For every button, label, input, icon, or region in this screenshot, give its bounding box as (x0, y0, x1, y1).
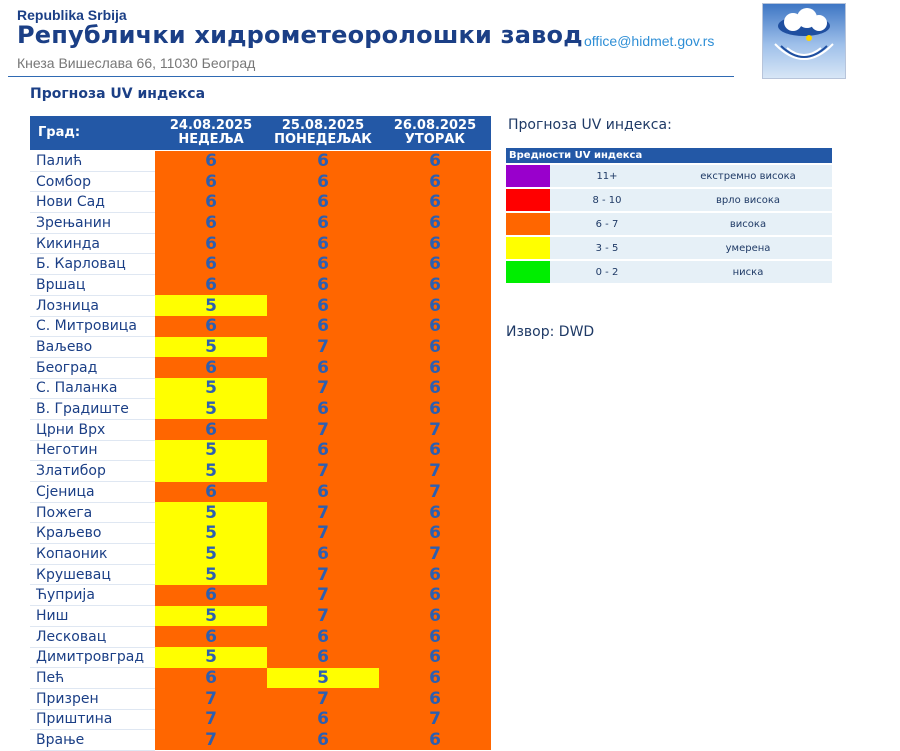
legend-color-swatch (506, 164, 550, 188)
day-header-2 (267, 116, 379, 151)
uv-value: 6 (155, 357, 267, 378)
city-name: Зрењанин (30, 213, 155, 234)
legend-row (506, 164, 832, 188)
table-row (30, 254, 491, 275)
uv-value: 6 (155, 275, 267, 296)
uv-value: 7 (379, 461, 491, 482)
city-name: Краљево (30, 523, 155, 544)
city-name: Димитровград (30, 647, 155, 668)
uv-value: 7 (267, 523, 379, 544)
city-name: Пожега (30, 502, 155, 523)
uv-value: 6 (379, 647, 491, 668)
uv-value: 6 (379, 626, 491, 647)
table-row (30, 585, 491, 606)
uv-value: 6 (267, 151, 379, 172)
table-row (30, 544, 491, 565)
institute-address: Кнеза Вишеслава 66, 11030 Београд (17, 55, 256, 71)
uv-value: 6 (379, 523, 491, 544)
rhmz-logo (762, 3, 846, 79)
city-name: Копаоник (30, 544, 155, 565)
uv-value: 7 (155, 709, 267, 730)
uv-value: 6 (267, 213, 379, 234)
table-row (30, 502, 491, 523)
city-name: Сомбор (30, 171, 155, 192)
uv-value: 6 (155, 151, 267, 172)
uv-value: 5 (155, 647, 267, 668)
table-row (30, 337, 491, 358)
uv-value: 5 (155, 399, 267, 420)
uv-value: 6 (379, 440, 491, 461)
uv-value: 7 (155, 688, 267, 709)
uv-value: 6 (267, 233, 379, 254)
legend-range: 6 - 7 (550, 212, 664, 236)
table-row (30, 213, 491, 234)
uv-value: 6 (379, 357, 491, 378)
legend-row (506, 188, 832, 212)
uv-value: 6 (379, 192, 491, 213)
uv-value: 6 (155, 419, 267, 440)
legend-color-swatch (506, 188, 550, 212)
legend-label: умерена (664, 236, 832, 260)
legend-label: екстремно висока (664, 164, 832, 188)
table-row (30, 357, 491, 378)
uv-value: 7 (267, 606, 379, 627)
uv-value: 6 (379, 275, 491, 296)
uv-value: 5 (155, 378, 267, 399)
legend-range: 0 - 2 (550, 260, 664, 283)
legend-row (506, 260, 832, 283)
uv-value: 6 (379, 337, 491, 358)
uv-value: 7 (267, 585, 379, 606)
city-name: Лесковац (30, 626, 155, 647)
table-row (30, 171, 491, 192)
city-name: Црни Врх (30, 419, 155, 440)
uv-value: 6 (267, 647, 379, 668)
forecast-title: Прогноза UV индекса (30, 86, 206, 102)
city-name: Неготин (30, 440, 155, 461)
table-row (30, 378, 491, 399)
uv-value: 6 (379, 688, 491, 709)
day-header-3 (379, 116, 491, 151)
uv-value: 6 (379, 213, 491, 234)
city-name: Ваљево (30, 337, 155, 358)
city-name: Вршац (30, 275, 155, 296)
uv-value: 7 (379, 419, 491, 440)
uv-value: 6 (379, 564, 491, 585)
uv-value: 6 (267, 295, 379, 316)
uv-value: 6 (267, 254, 379, 275)
institute-title: Републички хидрометеоролошки завод (17, 21, 583, 49)
uv-value: 7 (267, 502, 379, 523)
day-weekday: УТОРАК (404, 132, 466, 147)
city-name: Врање (30, 730, 155, 751)
day-date: 24.08.2025 (169, 118, 253, 133)
table-header-row (30, 116, 491, 151)
table-row (30, 647, 491, 668)
uv-value: 6 (267, 399, 379, 420)
uv-value: 5 (155, 544, 267, 565)
city-column-header: Град: (30, 116, 155, 151)
uv-value: 6 (267, 709, 379, 730)
uv-value: 7 (379, 709, 491, 730)
city-name: С. Митровица (30, 316, 155, 337)
city-name: Лозница (30, 295, 155, 316)
uv-value: 5 (155, 564, 267, 585)
uv-legend-table (506, 148, 832, 283)
uv-value: 6 (379, 730, 491, 751)
uv-value: 6 (379, 378, 491, 399)
legend-label: ниска (664, 260, 832, 283)
uv-value: 6 (155, 316, 267, 337)
uv-value: 6 (267, 730, 379, 751)
day-weekday: ПОНЕДЕЉАК (274, 132, 372, 147)
city-name: Крушевац (30, 564, 155, 585)
uv-value: 5 (267, 668, 379, 689)
uv-value: 6 (267, 626, 379, 647)
uv-value: 5 (155, 461, 267, 482)
legend-label: висока (664, 212, 832, 236)
uv-value: 5 (155, 606, 267, 627)
uv-value: 6 (379, 171, 491, 192)
table-row (30, 523, 491, 544)
uv-value: 6 (155, 192, 267, 213)
table-row (30, 192, 491, 213)
uv-value: 5 (155, 502, 267, 523)
uv-value: 6 (267, 275, 379, 296)
uv-value: 6 (155, 626, 267, 647)
table-row (30, 151, 491, 172)
table-row (30, 709, 491, 730)
uv-value: 5 (155, 440, 267, 461)
uv-value: 7 (379, 544, 491, 565)
legend-row (506, 236, 832, 260)
uv-value: 6 (379, 233, 491, 254)
table-row (30, 316, 491, 337)
table-row (30, 730, 491, 751)
uv-value: 5 (155, 337, 267, 358)
uv-value: 7 (267, 461, 379, 482)
uv-value: 6 (379, 295, 491, 316)
table-row (30, 482, 491, 503)
uv-value: 6 (155, 668, 267, 689)
legend-label: врло висока (664, 188, 832, 212)
uv-value: 7 (155, 730, 267, 751)
table-row (30, 668, 491, 689)
table-row (30, 440, 491, 461)
legend-range: 11+ (550, 164, 664, 188)
uv-value: 6 (267, 440, 379, 461)
city-name: Пећ (30, 668, 155, 689)
legend-range: 3 - 5 (550, 236, 664, 260)
table-row (30, 399, 491, 420)
city-name: Б. Карловац (30, 254, 155, 275)
uv-value: 6 (379, 585, 491, 606)
uv-value: 6 (379, 151, 491, 172)
city-name: Кикинда (30, 233, 155, 254)
legend-row (506, 212, 832, 236)
uv-value: 7 (267, 564, 379, 585)
city-name: Нови Сад (30, 192, 155, 213)
uv-value: 7 (267, 688, 379, 709)
city-name: Ниш (30, 606, 155, 627)
uv-forecast-table (30, 116, 491, 751)
uv-value: 6 (155, 213, 267, 234)
day-date: 25.08.2025 (281, 118, 365, 133)
day-weekday: НЕДЕЉА (178, 132, 244, 147)
uv-value: 6 (267, 544, 379, 565)
table-row (30, 461, 491, 482)
city-name: Приштина (30, 709, 155, 730)
city-name: Београд (30, 357, 155, 378)
city-name: Златибор (30, 461, 155, 482)
legend-range: 8 - 10 (550, 188, 664, 212)
city-name: Призрен (30, 688, 155, 709)
uv-value: 6 (379, 399, 491, 420)
country-name: Republika Srbija (17, 7, 127, 23)
table-row (30, 233, 491, 254)
uv-value: 7 (267, 378, 379, 399)
uv-value: 7 (379, 482, 491, 503)
city-name: Сјеница (30, 482, 155, 503)
uv-value: 6 (267, 192, 379, 213)
day-header-1 (155, 116, 267, 151)
uv-value: 6 (267, 482, 379, 503)
legend-title: Прогноза UV индекса: (508, 117, 672, 133)
uv-value: 6 (267, 316, 379, 337)
legend-color-swatch (506, 212, 550, 236)
legend-header: Вредности UV индекса (506, 148, 832, 164)
legend-color-swatch (506, 260, 550, 283)
header-divider (8, 76, 734, 77)
day-date: 26.08.2025 (393, 118, 477, 133)
table-row (30, 419, 491, 440)
table-row (30, 688, 491, 709)
uv-value: 6 (155, 233, 267, 254)
uv-value: 6 (155, 482, 267, 503)
email-link[interactable]: office@hidmet.gov.rs (584, 33, 715, 49)
table-row (30, 626, 491, 647)
city-name: В. Градиште (30, 399, 155, 420)
table-row (30, 275, 491, 296)
legend-color-swatch (506, 236, 550, 260)
uv-value: 6 (379, 502, 491, 523)
uv-value: 7 (267, 419, 379, 440)
uv-value: 6 (379, 668, 491, 689)
uv-value: 6 (155, 585, 267, 606)
uv-value: 7 (267, 337, 379, 358)
uv-value: 5 (155, 295, 267, 316)
city-name: Ћуприја (30, 585, 155, 606)
uv-value: 6 (379, 316, 491, 337)
uv-value: 5 (155, 523, 267, 544)
uv-value: 6 (267, 171, 379, 192)
uv-value: 6 (379, 606, 491, 627)
uv-value: 6 (267, 357, 379, 378)
city-name: Палић (30, 151, 155, 172)
table-row (30, 606, 491, 627)
uv-value: 6 (379, 254, 491, 275)
data-source: Извор: DWD (506, 324, 595, 340)
uv-value: 6 (155, 171, 267, 192)
city-name: С. Паланка (30, 378, 155, 399)
uv-value: 6 (155, 254, 267, 275)
table-row (30, 295, 491, 316)
table-row (30, 564, 491, 585)
